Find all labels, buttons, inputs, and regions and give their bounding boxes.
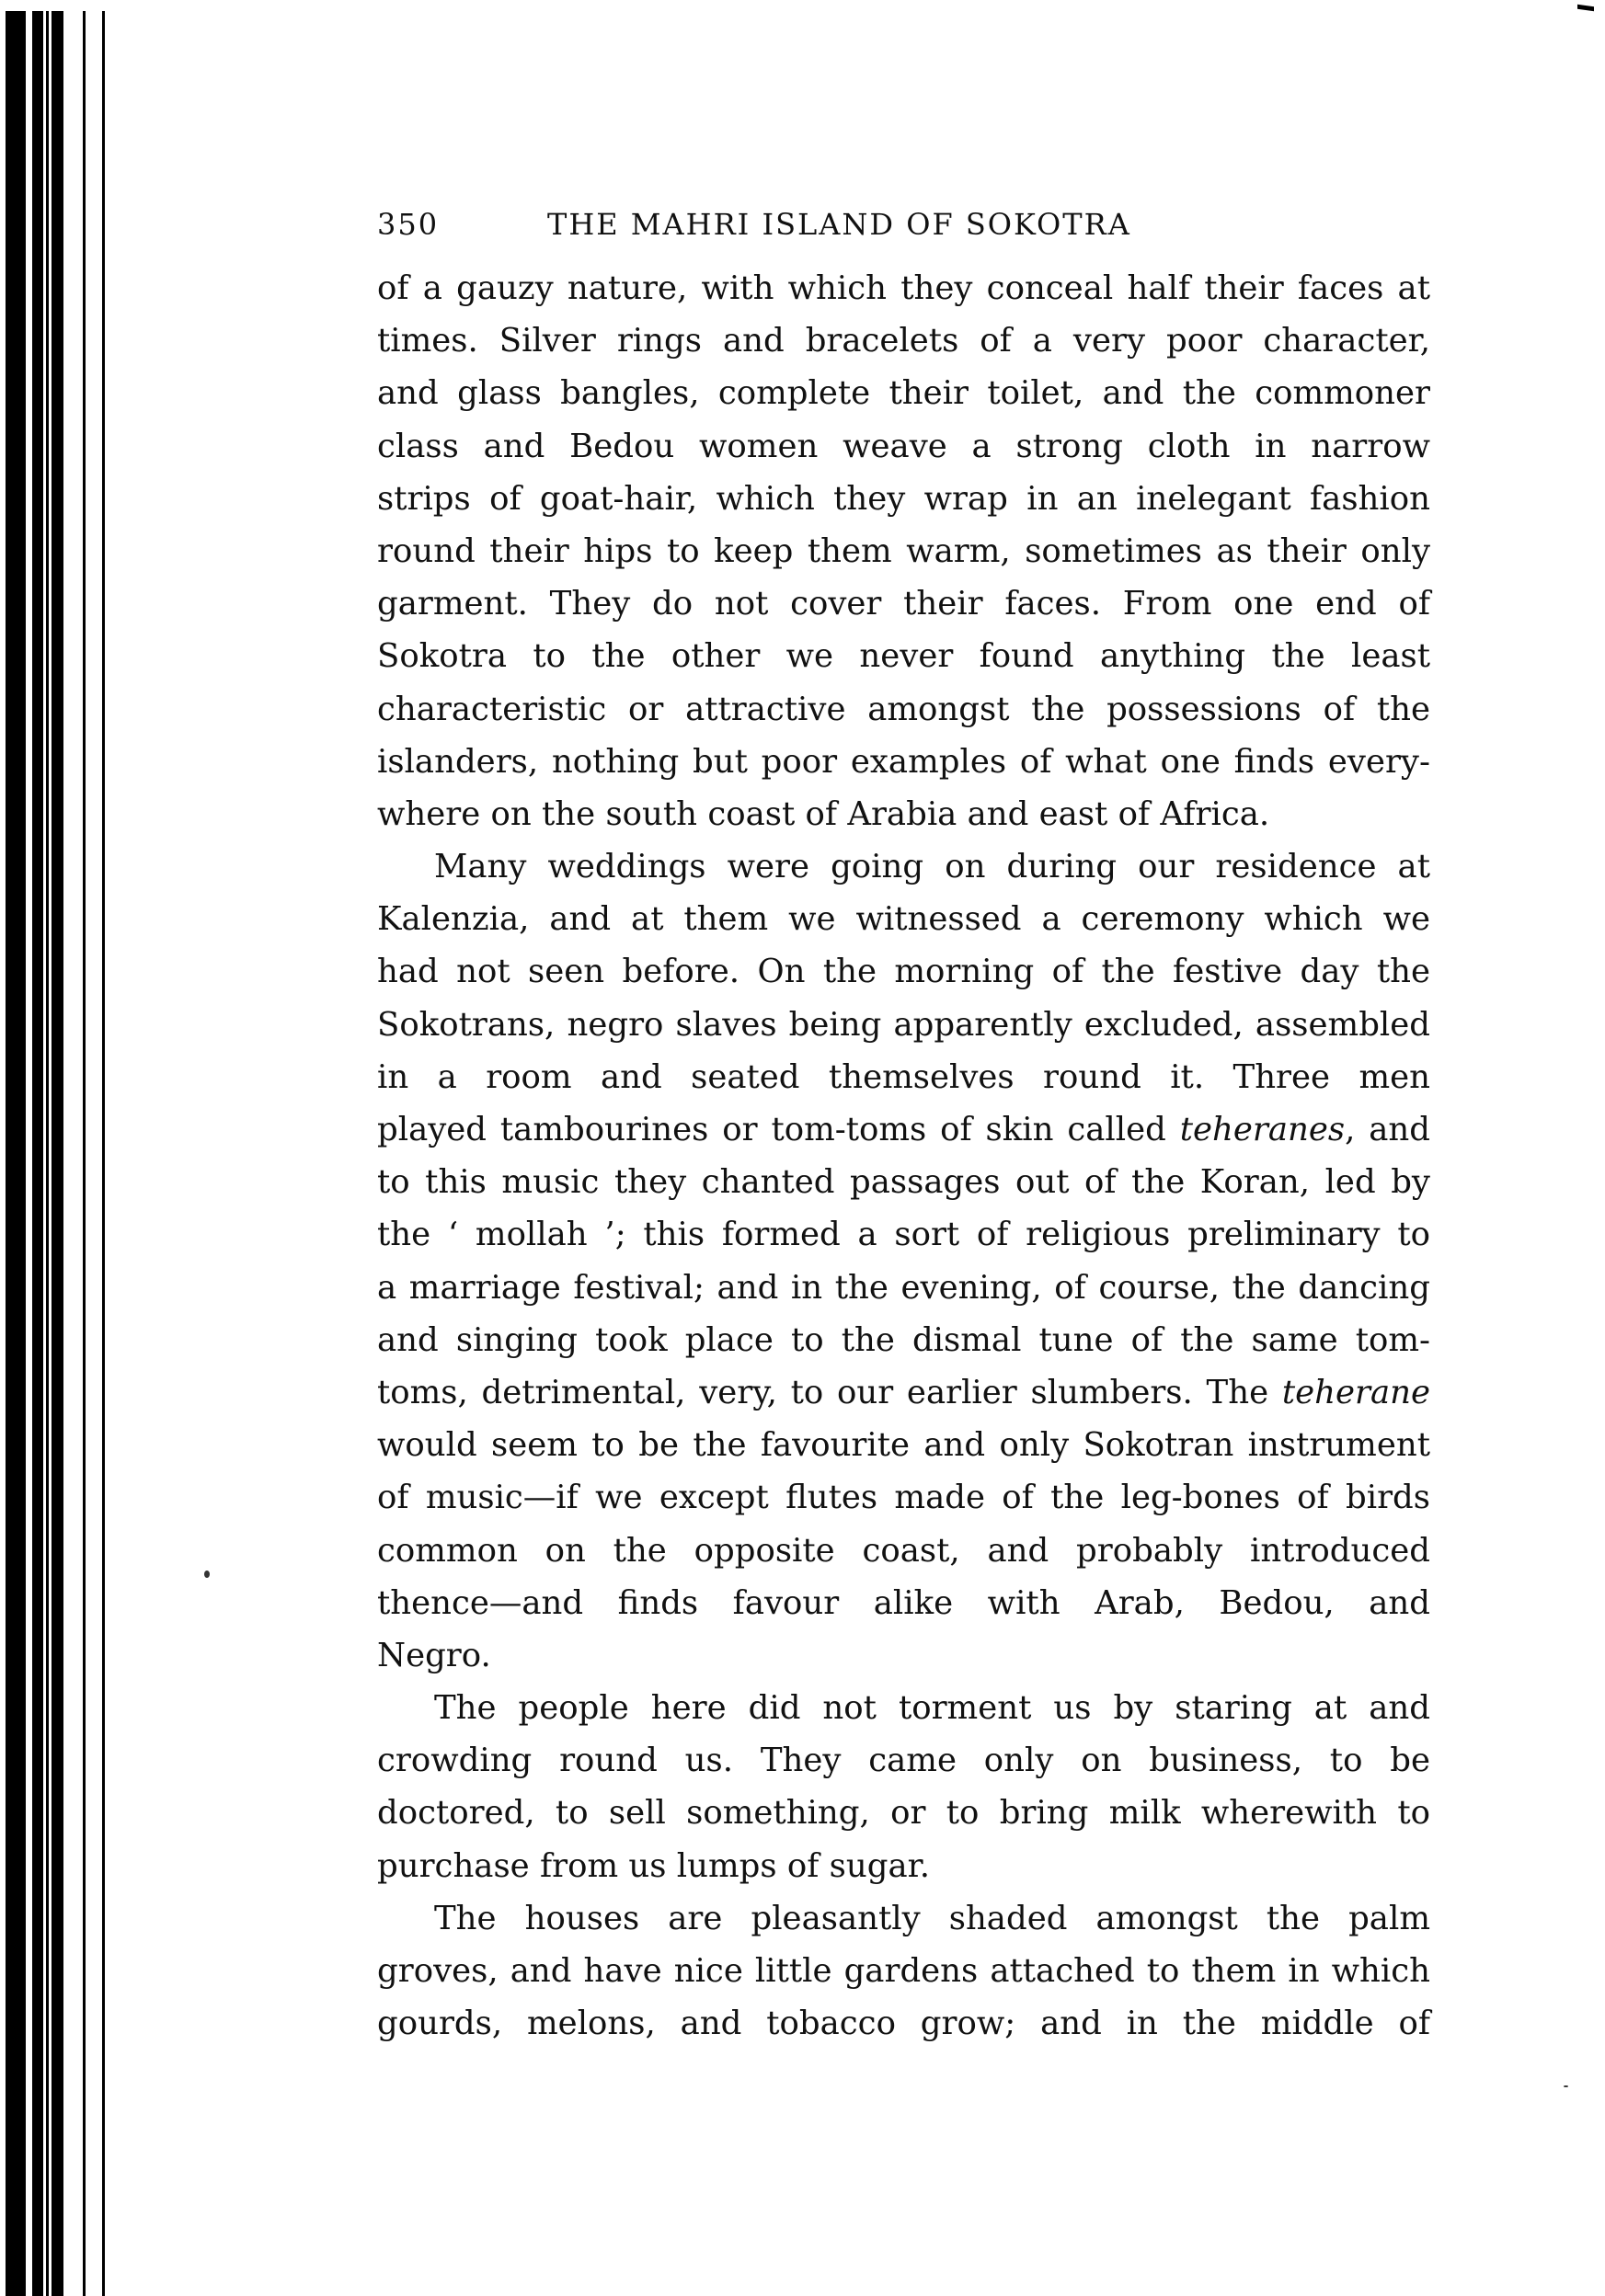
- book-binding-edge: [0, 0, 110, 2296]
- scan-artifact: [204, 1571, 210, 1578]
- text-line: doctored, to sell something, or to bring milk wherewith to: [377, 1794, 1430, 1833]
- body-text: [377, 262, 1430, 2050]
- text-line: groves, and have nice little gardens attached to them in which: [377, 1952, 1430, 1990]
- text-line: the ‘ mollah ’; this formed a sort of religious preliminary to: [377, 1216, 1430, 1254]
- book-page: [377, 207, 1430, 2050]
- scan-artifact: [1564, 2085, 1568, 2087]
- paragraph: [377, 1682, 1430, 1892]
- text-line: and singing took place to the dismal tune of the same tom-: [377, 1320, 1430, 1359]
- running-title: THE MAHRI ISLAND OF SOKOTRA: [547, 207, 1131, 242]
- text-line: and glass bangles, complete their toilet, and the commoner: [377, 374, 1430, 413]
- text-line: class and Bedou women weave a strong cloth in narrow: [377, 427, 1430, 465]
- text-line: to this music they chanted passages out of the Koran, led by: [377, 1163, 1430, 1202]
- scan-artifact: [1577, 5, 1594, 12]
- text-line: gourds, melons, and tobacco grow; and in the middle of: [377, 2005, 1430, 2043]
- text-line: strips of goat-hair, which they wrap in an inelegant fashion: [377, 479, 1430, 518]
- binding-stripe: [32, 11, 43, 2296]
- italic-term: teherane: [1281, 1373, 1430, 1411]
- binding-stripe: [83, 11, 105, 2296]
- paragraph: [377, 840, 1430, 1682]
- text-line: The people here did not torment us by staring at and: [434, 1689, 1430, 1728]
- binding-stripe: [52, 11, 63, 2296]
- text-line: round their hips to keep them warm, sometimes as their only: [377, 531, 1430, 570]
- text-line: Negro.: [377, 1636, 491, 1674]
- text-line: garment. They do not cover their faces. From one end of: [377, 585, 1430, 623]
- text-line: Kalenzia, and at them we witnessed a ceremony which we: [377, 900, 1430, 939]
- text-line: would seem to be the favourite and only Sokotran instrument: [377, 1426, 1430, 1465]
- text-line: where on the south coast of Arabia and east of Africa.: [377, 794, 1270, 833]
- binding-stripe: [46, 11, 49, 2296]
- text-line: in a room and seated themselves round it. Three men: [377, 1057, 1430, 1096]
- text-line: The houses are pleasantly shaded amongst the palm: [434, 1899, 1430, 1937]
- paragraph: [377, 1892, 1430, 2050]
- text-line: played tambourines or tom-toms of skin called teheranes, and: [377, 1111, 1430, 1148]
- text-line: Sokotra to the other we never found anything the least: [377, 637, 1430, 676]
- page-number: 350: [377, 207, 440, 242]
- text-line: characteristic or attractive amongst the possessions of the: [377, 690, 1430, 728]
- text-line: islanders, nothing but poor examples of what one finds every-: [377, 742, 1430, 781]
- text-line: purchase from us lumps of sugar.: [377, 1846, 931, 1885]
- text-line: crowding round us. They came only on business, to be: [377, 1742, 1430, 1780]
- text-line: toms, detrimental, very, to our earlier slumbers. The teherane: [377, 1373, 1430, 1411]
- text-line: of music—if we except flutes made of the leg-bones of birds: [377, 1479, 1430, 1517]
- text-line: had not seen before. On the morning of the festive day the: [377, 953, 1430, 991]
- running-head: [377, 207, 1430, 262]
- text-line: common on the opposite coast, and probably introduced: [377, 1531, 1430, 1570]
- text-line: thence—and finds favour alike with Arab, Bedou, and: [377, 1583, 1430, 1622]
- text-line: Sokotrans, negro slaves being apparently excluded, assembled: [377, 1005, 1430, 1044]
- text-line: a marriage festival; and in the evening, of course, the dancing: [377, 1268, 1430, 1307]
- paragraph: [377, 262, 1430, 840]
- italic-term: teheranes: [1179, 1111, 1346, 1148]
- binding-stripe: [6, 11, 26, 2296]
- text-line: Many weddings were going on during our residence at: [434, 848, 1430, 886]
- text-line: times. Silver rings and bracelets of a very poor character,: [377, 322, 1430, 360]
- text-line: of a gauzy nature, with which they conceal half their faces at: [377, 269, 1430, 307]
